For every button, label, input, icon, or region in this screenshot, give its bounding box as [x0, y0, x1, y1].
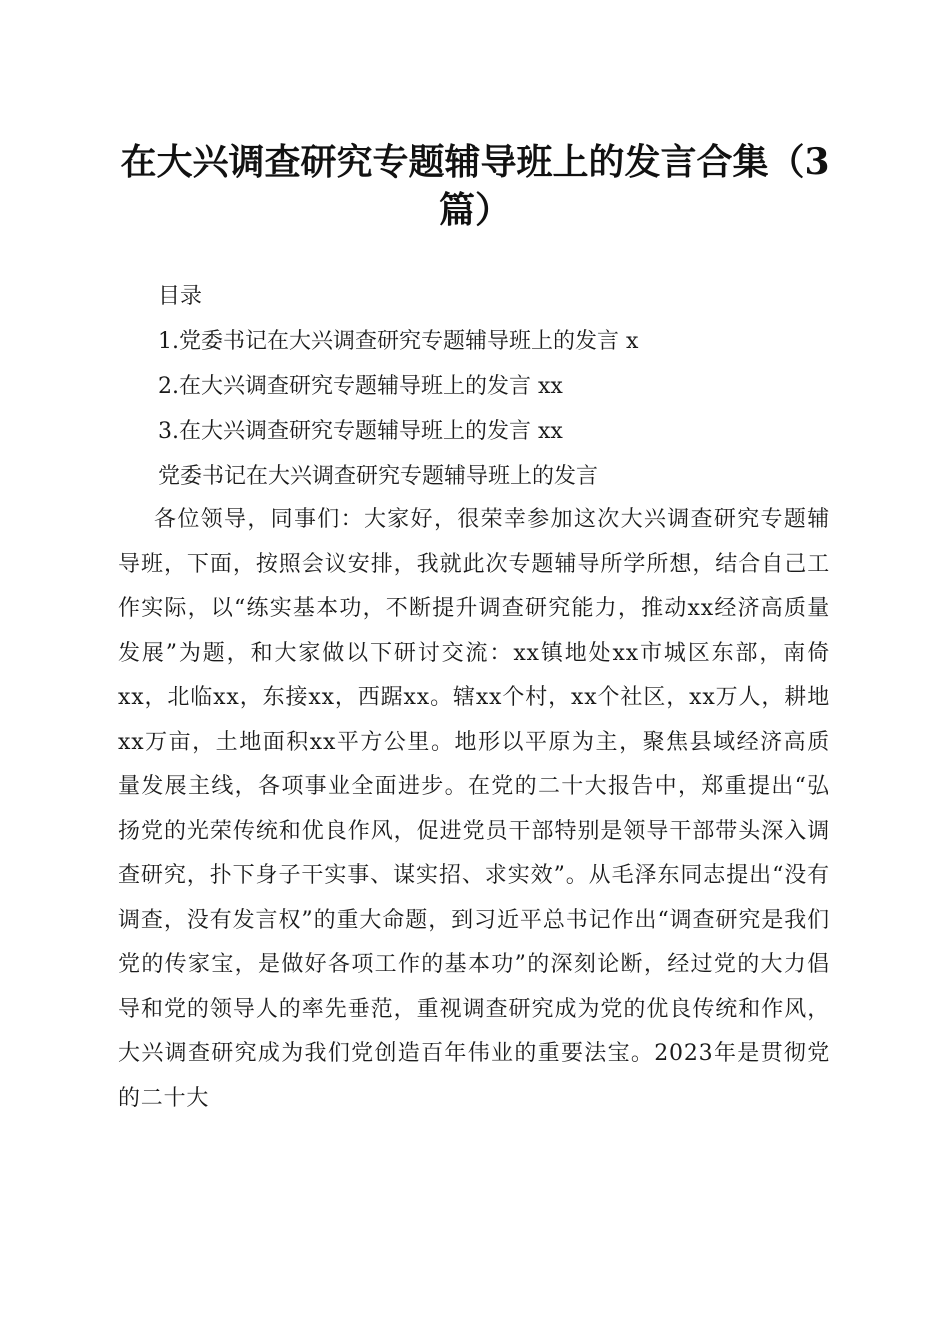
body-paragraph: 各位领导，同事们：大家好，很荣幸参加这次大兴调查研究专题辅导班，下面，按照会议安排，我就此次专题辅导所学所想，结合自己工作实际，以“练实基本功，不断提升调查研究能力，推动xx经济高质量发展”为题，和大家做以下研讨交流：xx镇地处xx市城区东部，南倚xx，北临xx，东接xx，西踞xx。辖xx个村，xx个社区，xx万人，耕地xx万亩，土地面积xx平方公里。地形以平原为主，聚焦县域经济高质量发展主线，各项事业全面进步。在党的二十大报告中，郑重提出“弘扬党的光荣传统和优良作风，促进党员干部特别是领导干部带头深入调查研究，扑下身子干实事、谋实招、求实效”。从毛泽东同志提出“没有调查，没有发言权”的重大命题，到习近平总书记作出“调查研究是我们党的传家宝，是做好各项工作的基本功”的深刻论断，经过党的大力倡导和党的领导人的率先垂范，重视调查研究成为党的优良传统和作风，大兴调查研究成为我们党创造百年伟业的重要法宝。2023年是贯彻党的二十大 — [118, 507, 830, 1111]
speech-heading: 党委书记在大兴调查研究专题辅导班上的发言 — [158, 464, 599, 489]
table-of-contents — [158, 274, 838, 454]
toc-heading: 目录 — [158, 284, 203, 309]
toc-item: 1.党委书记在大兴调查研究专题辅导班上的发言 x — [158, 329, 639, 354]
toc-item: 2.在大兴调查研究专题辅导班上的发言 xx — [158, 374, 563, 399]
document-title: 在大兴调查研究专题辅导班上的发言合集（3篇） — [120, 141, 830, 231]
toc-item: 3.在大兴调查研究专题辅导班上的发言 xx — [158, 419, 563, 444]
